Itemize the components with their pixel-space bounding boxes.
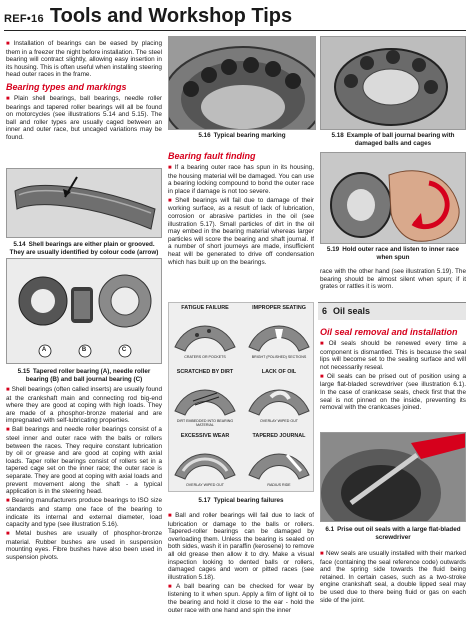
caption-5-18: 5.18 Example of ball journal bearing with damaged balls and cages bbox=[331, 132, 455, 147]
label-a: A bbox=[41, 347, 47, 353]
bullet-icon: ■ bbox=[6, 41, 12, 47]
paragraph-new-seals: ■ New seals are usually installed with their marked face (containing the seal reference code) outwards and the spring side towards the fluid being retained. In certain cases, such as a two-stroke engine crankshaft seal, a double lipped seal may be used due to there being fluid or gas on each side of the joint. bbox=[320, 550, 466, 604]
paragraph-fail: ■ Shell bearings will fail due to damage of their working surface, as a result of lack of lubrication, corrosion or abrasive particles in the oil (see illustration 5.17). Small particles of dirt in the oil may embed in the bearing material whereas larger particles will score the bearing and shaft journal. If a number of short journeys are made, insufficient heat will be generated to drive off condensation which has built up on the bearings. bbox=[168, 196, 315, 266]
bullet-icon: ■ bbox=[168, 513, 174, 519]
left-column-top bbox=[6, 40, 162, 143]
bullet-icon: ■ bbox=[320, 551, 324, 557]
bullet-icon: ■ bbox=[168, 583, 175, 590]
bullet-icon: ■ bbox=[168, 165, 173, 171]
page-reference: REF•16 bbox=[4, 13, 44, 25]
paragraph-spun: ■ If a bearing outer race has spun in its housing, the housing material will be damaged. You can use a bearing locking compound to bond the outer race in place if damage is not too severe. bbox=[168, 164, 315, 195]
bullet-icon: ■ bbox=[320, 373, 325, 380]
page-title: Tools and Workshop Tips bbox=[49, 5, 293, 27]
section-title-oil-seal-removal: Oil seal removal and installation bbox=[320, 327, 458, 337]
right-column-bottom bbox=[320, 550, 466, 606]
paragraph-prise: ■ Oil seals can be prised out of position using a large flat-bladed screwdriver (see illustration 6.1). In the case of crankcase seals, check first that the seal is not pinned on the inside, preventing its removal with the crankcases joined. bbox=[320, 372, 467, 412]
section-header-oil-seals: 6 Oil seals bbox=[318, 302, 466, 320]
paragraph-ballfail: ■ Ball and roller bearings will fail due to lack of lubrication or damage to the balls or rollers. Tapered-roller bearings can be damaged by overloading them. Unless the bearing is sealed on both sides, wash it in paraffin (kerosene) to remove all old grease then allow it to dry. Make a visual inspection looking to dented balls or rollers, damaged cages and worn or pitted races (see illustration 5.18). bbox=[168, 512, 315, 581]
bullet-icon: ■ bbox=[320, 341, 327, 347]
page-header bbox=[4, 3, 466, 31]
caption-5-16: 5.16 Typical bearing marking bbox=[198, 132, 286, 139]
paragraph-continued: race with the other hand (see illustration 5.19). The bearing should be almost silent when spun; if it grates or rattles it is worn. bbox=[320, 268, 466, 291]
bullet-icon: ■ bbox=[6, 387, 10, 393]
photo-damaged-bearing bbox=[320, 36, 466, 130]
paragraph-shell: ■ Shell bearings (often called inserts) are usually found at the crankshaft main and connecting rod big-end where they are good at coping with high loads. They are made of a phosphor-bronze material and are impregnated with self-lubricating properties. bbox=[6, 386, 163, 425]
caption-5-19: 5.19 Hold outer race and listen to inner race when spun bbox=[326, 246, 460, 261]
paragraph-check: ■ A ball bearing can be checked for wear by listening to it when spun. Apply a film of light oil to the bearing and hold it close to the ear - hold the outer race with one hand and spin the inner bbox=[168, 582, 315, 614]
paragraph-ball: ■ Ball bearings and needle roller bearings consist of a steel inner and outer race with the balls or rollers between the races. They require constant lubrication by oil or grease and are good at coping with axial loads. Taper roller bearings consist of rollers set in a tapered cage set on the inner race; the outer race is separate. They are good at coping with axial loads and prevent movement along the shaft - a typical application is in the steering head. bbox=[6, 426, 162, 496]
bullet-icon: ■ bbox=[6, 531, 14, 538]
middle-column-top bbox=[168, 148, 314, 268]
left-column-bottom bbox=[6, 386, 162, 563]
bullet-icon: ■ bbox=[6, 498, 10, 505]
bullet-icon: ■ bbox=[168, 197, 174, 204]
caption-5-17: 5.17 Typical bearing failures bbox=[198, 497, 284, 504]
middle-column-bottom bbox=[168, 512, 314, 616]
right-column-continued bbox=[320, 268, 466, 292]
paragraph-metal: ■ Metal bushes are usually of phosphor-bronze material. Rubber bushes are used in suspension mounting eyes. Fibre bushes have also been used in suspension pivots. bbox=[6, 530, 162, 561]
photo-bearing-marking bbox=[168, 36, 316, 130]
section-title-bearing-types: Bearing types and markings bbox=[6, 81, 127, 92]
caption-6-1: 6.1 Prise out oil seals with a large flat-bladed screwdriver bbox=[325, 526, 461, 541]
fault-lack-of-oil: LACK OF OIL OVERLAY WIPED OUT bbox=[243, 367, 315, 429]
paragraph-iso: ■ Bearing manufacturers produce bearings to ISO size standards and stamp one face of the bearing to indicate its internal and external diameter, load capacity and type (see illustration 5.16). bbox=[6, 497, 162, 529]
right-column-oil-seals bbox=[320, 324, 466, 413]
fault-improper-seating: IMPROPER SEATING BRIGHT (POLISHED) SECTIONS bbox=[243, 303, 315, 365]
paragraph-intro: ■ Installation of bearings can be eased by placing them in a freezer the night before installation. The steel bearing will contract slightly, allowing easy insertion in its housing. This is often useful when installing steering head outer races in the frame. bbox=[6, 40, 162, 79]
fault-fatigue: FATIGUE FAILURE CRATERS OR POCKETS bbox=[169, 303, 241, 365]
fault-excessive-wear: EXCESSIVE WEAR OVERLAY WIPED OUT bbox=[169, 431, 241, 493]
photo-prise-oil-seal bbox=[320, 432, 466, 522]
paragraph-renew: ■ Oil seals should be renewed every time a component is dismantled. This is because the seal lips will become set to the sealing surface and will not necessarily reseal. bbox=[320, 340, 466, 371]
label-c: C bbox=[121, 347, 127, 353]
fault-tapered-journal: TAPERED JOURNAL RADIUS RIDE bbox=[243, 431, 315, 493]
section-title-fault-finding: Bearing fault finding bbox=[168, 151, 256, 161]
fault-scratched: SCRATCHED BY DIRT DIRT EMBEDDED INTO BEARING MATERIAL bbox=[176, 369, 234, 427]
caption-5-15: 5.15 Tapered roller bearing (A), needle roller bearing (B) and ball journal bearing (C) bbox=[17, 368, 151, 383]
diagram-bearing-failures bbox=[168, 302, 314, 492]
label-b: B bbox=[81, 347, 87, 353]
caption-5-14: 5.14 Shell bearings are either plain or grooved. They are usually identified by colour code (arrow) bbox=[9, 241, 159, 256]
photo-listen-bearing bbox=[320, 152, 466, 244]
bullet-icon: ■ bbox=[6, 427, 11, 434]
bullet-icon: ■ bbox=[6, 95, 12, 102]
paragraph-types: ■ Plain shell bearings, ball bearings, needle roller bearings and tapered roller bearings will all be found on motorcycles (see illustrations 5.14 and 5.15). The ball and roller types are usually caged between an inner and outer race, but uncaged variations may be found. bbox=[6, 94, 163, 141]
photo-shell-bearings bbox=[6, 168, 162, 238]
